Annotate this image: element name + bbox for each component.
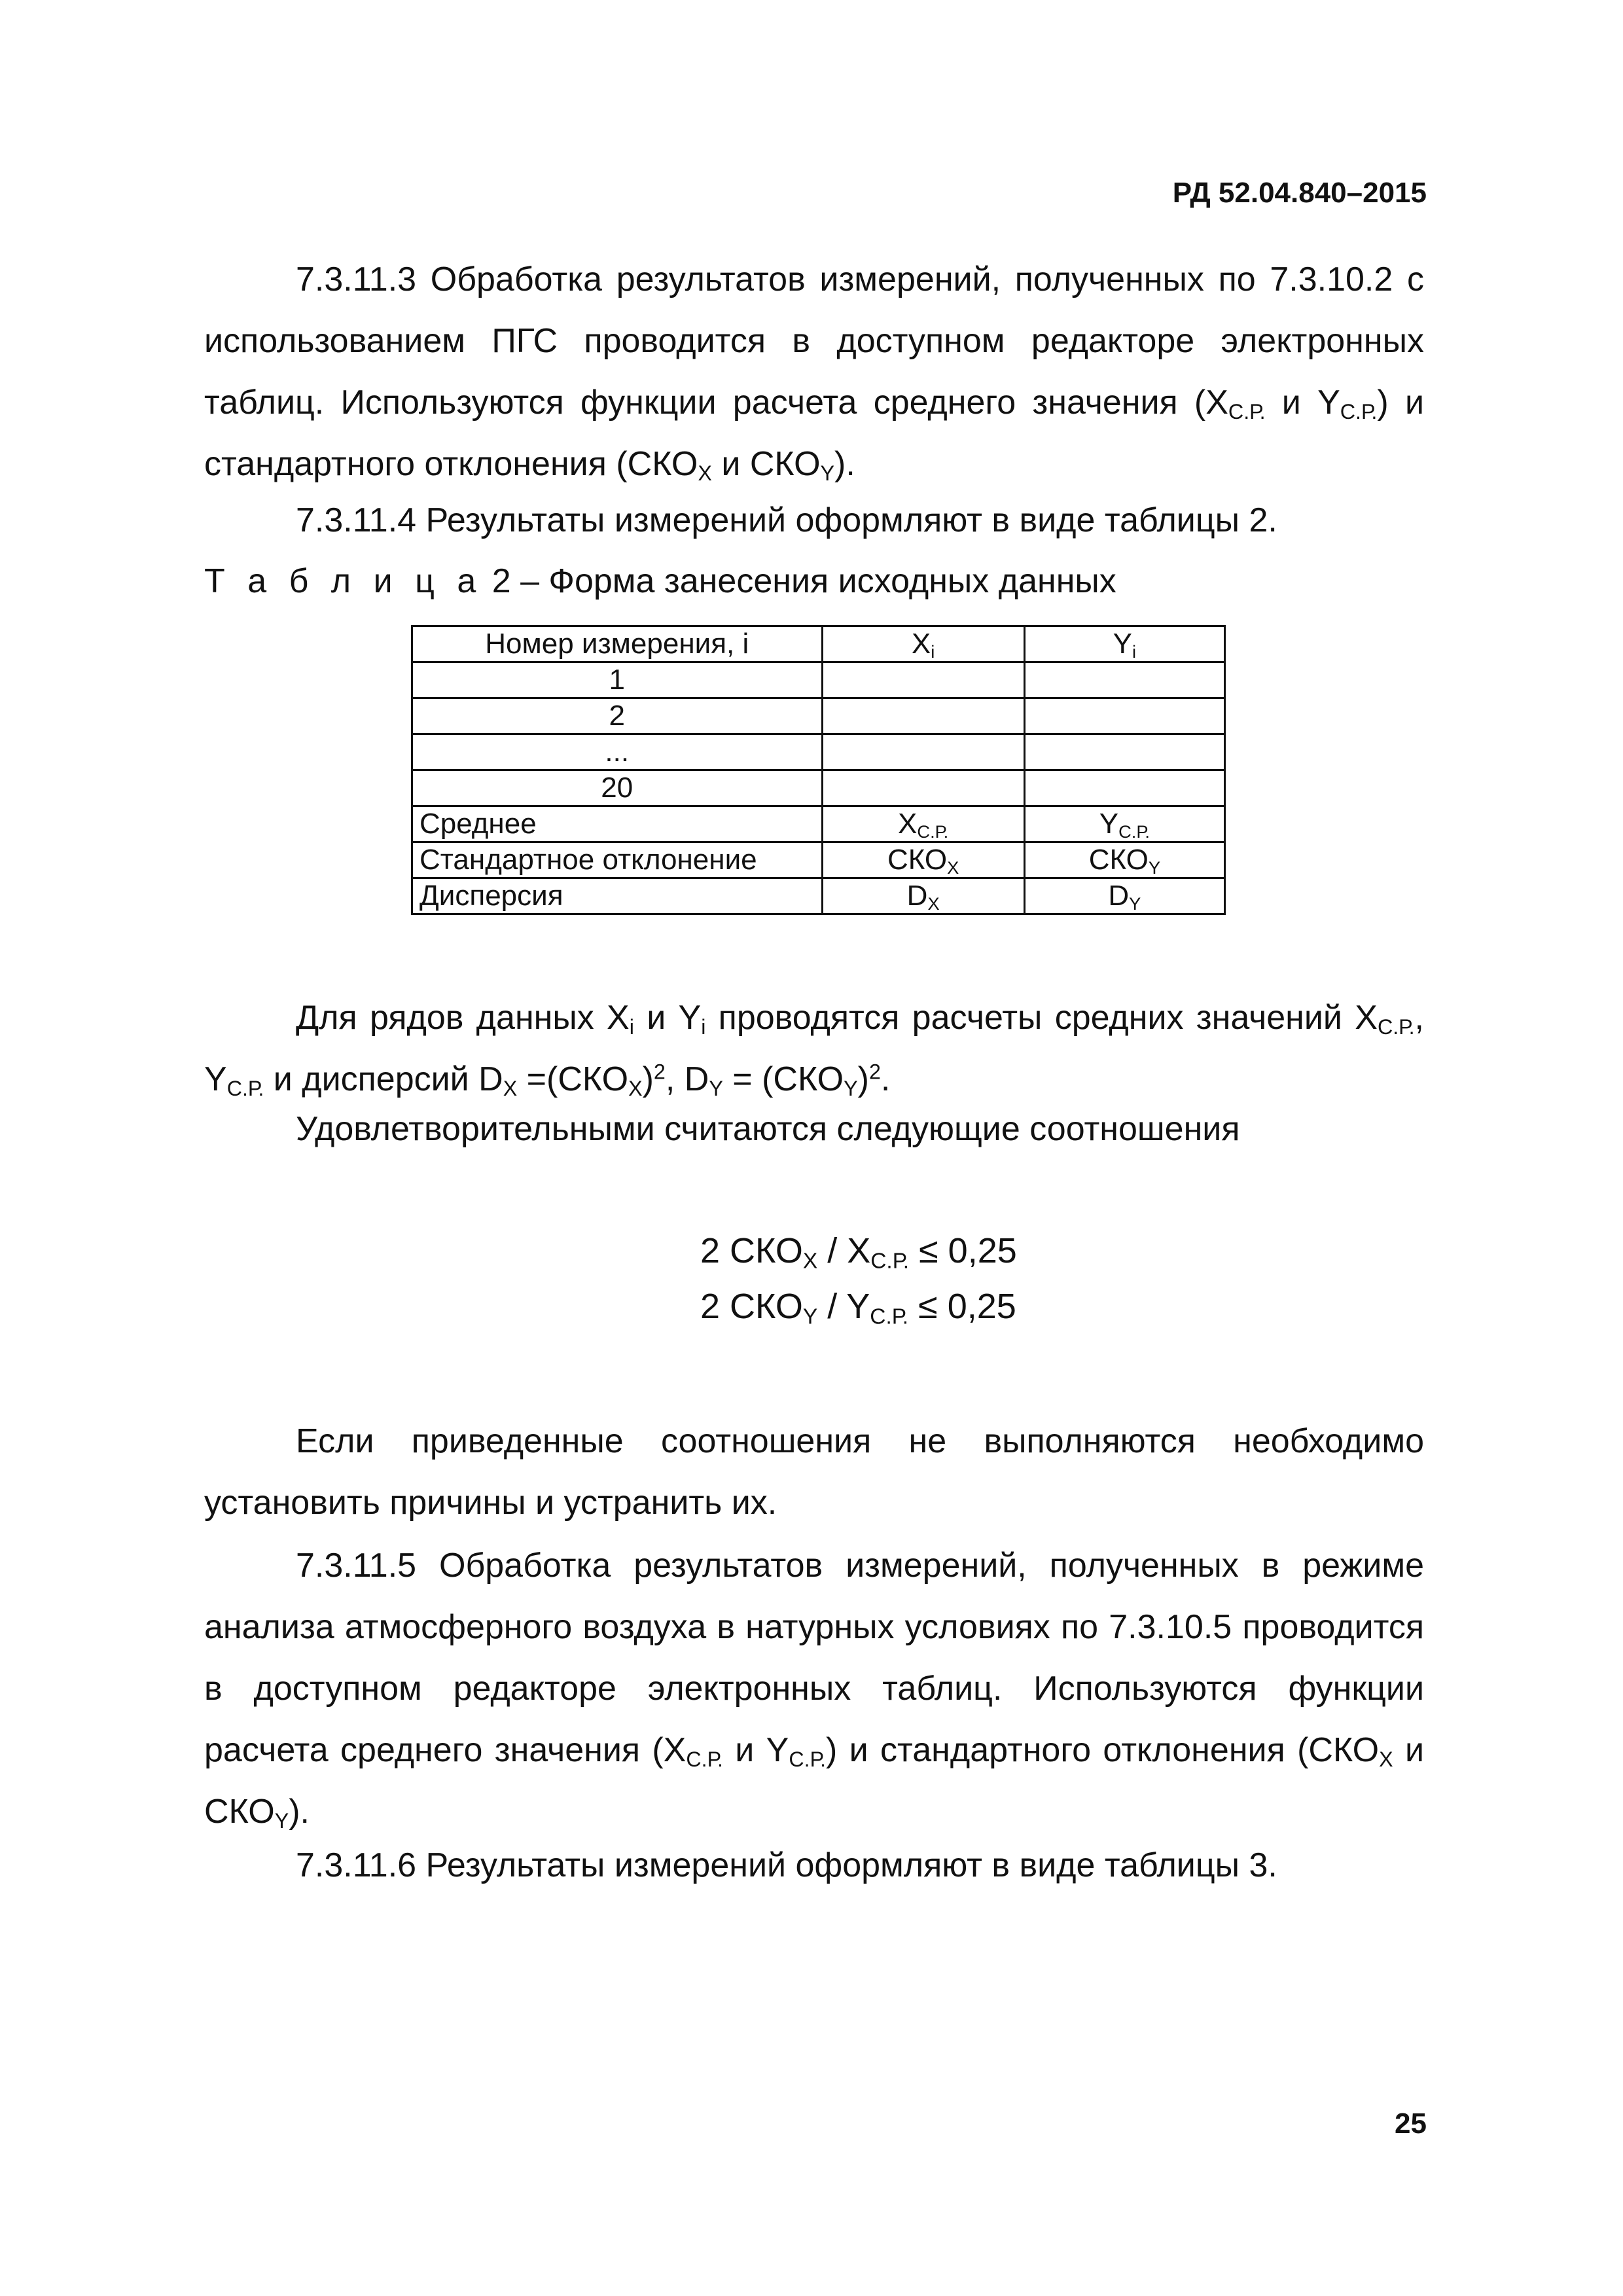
- page-number: 25: [1395, 2108, 1427, 2140]
- table-row-mean: Среднее $X_{С.Р.}$ $Y_{С.Р.}$: [412, 806, 1225, 842]
- paragraph-7-3-11-4: 7.3.11.4 Результаты измерений оформляют в виде таблицы 2.: [296, 501, 1277, 539]
- table-caption-label: Т а б л и ц а: [204, 562, 483, 600]
- table-row-dispersion: Дисперсия $D_X$ $D_Y$: [412, 878, 1225, 914]
- document-code: РД 52.04.840–2015: [1172, 177, 1427, 209]
- paragraph-7-3-11-5: 7.3.11.5 Обработка результатов измерений, полученных в режиме анализа атмосферного воздуха в натурных условиях по 7.3.10.5 проводится в доступном редакторе электронных таблиц. Используются функции расчета среднего значения ($X_{С.Р.}$ и $Y_{С.Р.}$) и стандартного отклонения ($СКО_X$ и $СКО_Y$).: [204, 1547, 1424, 1833]
- formula-x: 2 $СКО_X / X_{С.Р.} \le 0,25$: [700, 1231, 1017, 1274]
- table-header-row: [412, 626, 1225, 662]
- table-row: 1: [412, 662, 1225, 698]
- satisfactory-text: Удовлетворительными считаются следующие соотношения: [296, 1110, 1240, 1148]
- table-caption: [204, 562, 1116, 601]
- header-measurement-number: Номер измерения, i: [412, 626, 823, 662]
- table-row: ...: [412, 734, 1225, 770]
- paragraph-7-3-11-3: 7.3.11.3 Обработка результатов измерений, полученных по 7.3.10.2 с использованием ПГС проводится в доступном редакторе электронных таблиц. Используются функции расчета среднего значения ($X_{С.Р.}$ и $Y_{С.Р.}$) и стандартного отклонения ($СКО_X$ и $СКО_Y$).: [204, 260, 1425, 486]
- data-entry-table: [411, 625, 1226, 915]
- paragraph-7-3-11-6: 7.3.11.6 Результаты измерений оформляют в виде таблицы 3.: [296, 1846, 1277, 1884]
- table-row: 2: [412, 698, 1225, 734]
- header-y: $Y_i$: [1024, 626, 1224, 662]
- formula-y: 2 $СКО_Y / Y_{С.Р.} \le 0,25$: [700, 1287, 1016, 1329]
- table-caption-text: 2 – Форма занесения исходных данных: [482, 562, 1116, 600]
- paragraph-data-series: Для рядов данных $X_i$ и $Y_i$ проводятся расчеты средних значений $X_{С.Р.}$, $Y_{С.Р.}$ и дисперсий $D_X =(СКО_X)^2$, $D_Y = (СКО_Y)^2$.: [204, 999, 1424, 1101]
- table-row: 20: [412, 770, 1225, 806]
- table-row-std: Стандартное отклонение $СКО_X$ $СКО_Y$: [412, 842, 1225, 878]
- header-x: $X_i$: [822, 626, 1024, 662]
- paragraph-if-not-met: Если приведенные соотношения не выполняются необходимо установить причины и устранить их.: [204, 1422, 1424, 1522]
